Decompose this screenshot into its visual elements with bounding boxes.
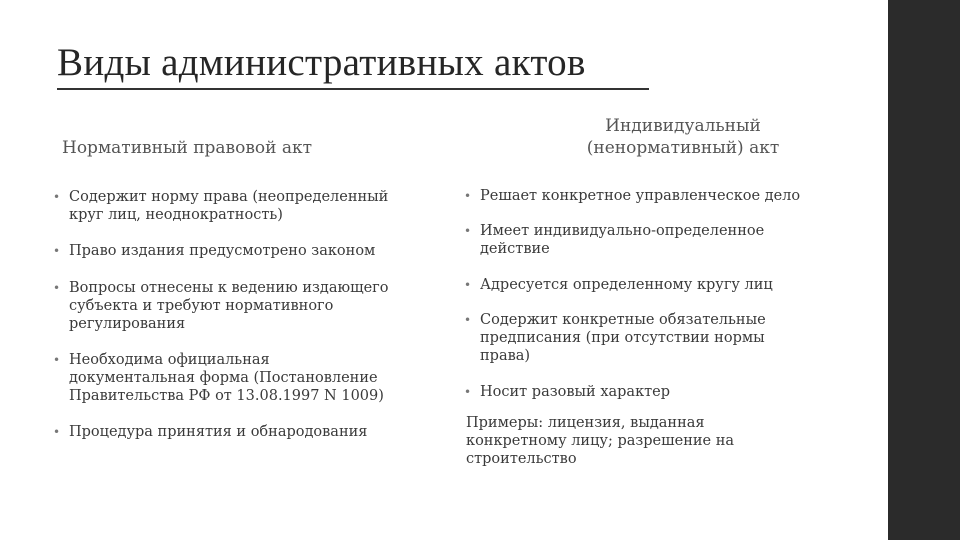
list-item-line: Носит разовый характер <box>480 384 671 400</box>
list-item-line: Решает конкретное управленческое дело <box>480 188 801 204</box>
list-item <box>464 187 864 205</box>
examples-line: конкретному лицу; разрешение на <box>466 433 735 449</box>
list-item <box>464 276 864 294</box>
left-bullet-list <box>53 188 453 441</box>
list-item-line: субъекта и требуют нормативного <box>69 298 334 314</box>
list-item <box>53 423 453 441</box>
right-heading-line-1: Индивидуальный <box>605 116 761 136</box>
right-bullet-list <box>464 187 864 401</box>
list-item-line: действие <box>480 241 550 257</box>
left-column-heading: Нормативный правовой акт <box>62 138 313 158</box>
list-item <box>464 311 864 365</box>
examples-text <box>466 414 734 468</box>
bullet-marker: • <box>53 244 61 258</box>
bullet-marker: • <box>464 189 472 203</box>
bullet-marker: • <box>53 425 61 439</box>
list-item-line: Правительства РФ от 13.08.1997 N 1009) <box>69 388 384 404</box>
title-underline <box>57 88 649 90</box>
bullet-marker: • <box>53 281 61 295</box>
list-item-line: Имеет индивидуально-определенное <box>480 223 765 239</box>
list-item-line: Процедура принятия и обнародования <box>69 424 368 440</box>
list-item-line: регулирования <box>69 316 186 332</box>
right-side-band <box>888 0 960 540</box>
list-item <box>53 242 453 260</box>
list-item-line: предписания (при отсутствии нормы <box>480 330 765 346</box>
list-item-line: круг лиц, неоднократность) <box>69 207 283 223</box>
bullet-marker: • <box>464 313 472 327</box>
list-item-line: Содержит конкретные обязательные <box>480 312 766 328</box>
examples-line: строительство <box>466 451 577 467</box>
list-item-line: документальная форма (Постановление <box>69 370 378 386</box>
list-item <box>53 188 453 224</box>
slide-title: Виды административных актов <box>57 41 586 84</box>
list-item <box>53 351 453 405</box>
bullet-marker: • <box>53 190 61 204</box>
bullet-marker: • <box>53 353 61 367</box>
list-item-line: Содержит норму права (неопределенный <box>69 189 389 205</box>
bullet-marker: • <box>464 278 472 292</box>
list-item <box>464 383 864 401</box>
list-item <box>53 279 453 333</box>
examples-line: Примеры: лицензия, выданная <box>466 415 705 431</box>
list-item-line: Вопросы отнесены к ведению издающего <box>69 280 389 296</box>
list-item <box>464 222 864 258</box>
right-heading-line-2: (ненормативный) акт <box>586 138 780 158</box>
bullet-marker: • <box>464 385 472 399</box>
list-item-line: права) <box>480 348 531 364</box>
list-item-line: Необходима официальная <box>69 352 270 368</box>
right-column-heading <box>530 115 836 159</box>
list-item-line: Адресуется определенному кругу лиц <box>480 277 773 293</box>
list-item-line: Право издания предусмотрено законом <box>69 243 376 259</box>
bullet-marker: • <box>464 224 472 238</box>
